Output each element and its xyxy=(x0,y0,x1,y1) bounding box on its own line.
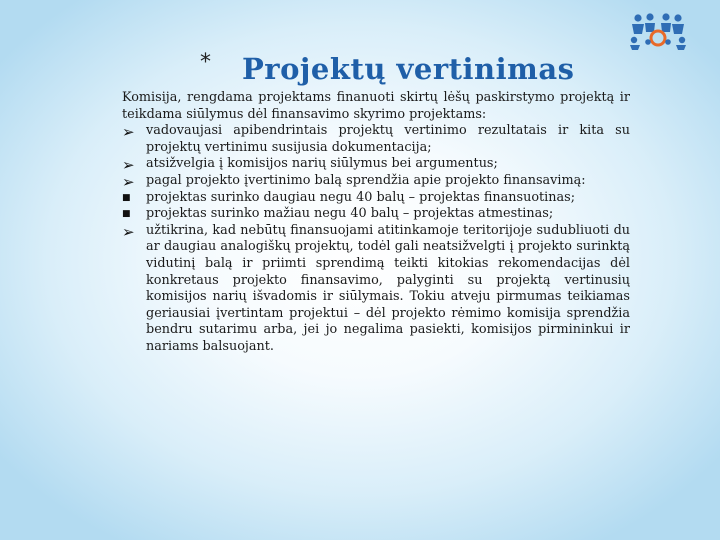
list-item xyxy=(122,156,630,173)
square-bullet-icon: ■ xyxy=(122,209,131,220)
arrow-bullet-icon: ➢ xyxy=(122,123,135,142)
list-item-text: projektas surinko mažiau negu 40 balų – projektas atmestinas; xyxy=(146,206,554,222)
list-item-text: pagal projekto įvertinimo balą sprendžia apie projekto finansavimą: xyxy=(146,172,586,188)
list-item xyxy=(122,173,630,190)
list-item-text: atsižvelgia į komisijos narių siūlymus bei argumentus; xyxy=(146,156,498,172)
people-circle-logo-icon xyxy=(628,12,688,50)
list-item xyxy=(122,223,630,356)
arrow-bullet-icon: ➢ xyxy=(122,222,135,241)
arrow-bullet-icon: ➢ xyxy=(122,156,135,175)
square-bullet-icon: ■ xyxy=(122,192,131,203)
list-item-text: užtikrina, kad nebūtų finansuojami atitinkamoje teritorijoje sudubliuoti du ar daugiau analogiškų projektų, todėl gali neatsižvelgti į projekto surinktą vidutinį balą ir priimti sprendimą teikti kitokias rekomendacijas dėl konkretaus projekto finansavimo, palyginti su projektą vertinusių komisijos narių išvadomis ir siūlymais. Tokiu atveju pirmumas teikiamas geriausiai įvertintam projektui – dėl projekto rėmimo komisija sprendžia bendru sutarimu arba, jei jo negalima pasiekti, komisijos pirmininkui ir nariams balsuojant. xyxy=(146,222,630,354)
title-star-marker: * xyxy=(200,50,211,75)
arrow-bullet-icon: ➢ xyxy=(122,172,135,191)
list-item xyxy=(122,190,630,207)
slide-body xyxy=(122,90,630,356)
list-item-text: projektas surinko daugiau negu 40 balų – projektas finansuotinas; xyxy=(146,189,576,205)
list-item-text: vadovaujasi apibendrintais projektų vertinimo rezultatais ir kita su projektų vertinimu susijusia dokumentacija; xyxy=(146,123,630,155)
slide-title: Projektų vertinimas xyxy=(242,52,575,86)
bullet-list xyxy=(122,123,630,355)
intro-paragraph: Komisija, rengdama projektams finanuoti skirtų lėšų paskirstymo projektą ir teikdama siūlymus dėl finansavimo skyrimo projektams: xyxy=(122,90,630,122)
list-item xyxy=(122,206,630,223)
list-item xyxy=(122,123,630,156)
